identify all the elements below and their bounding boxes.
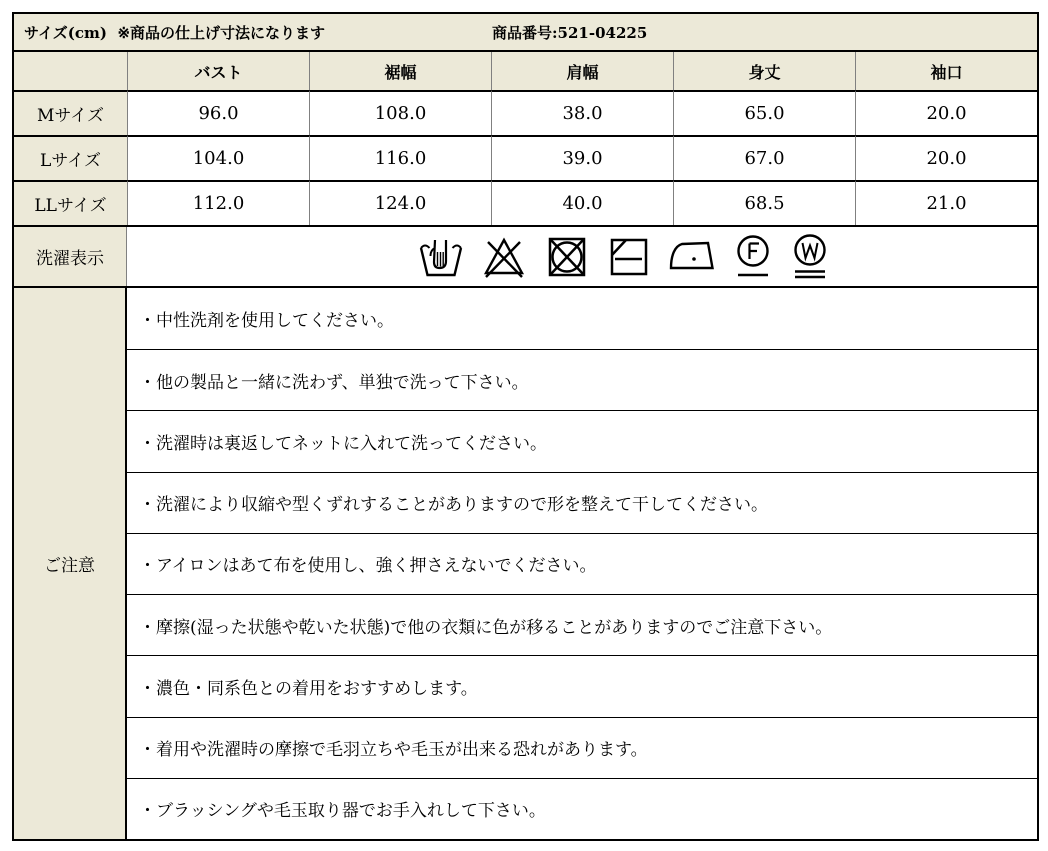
- care-row-label: 洗濯表示: [14, 227, 127, 286]
- ll-length-value: 68.5: [673, 180, 855, 225]
- size-table: [14, 52, 1037, 225]
- note-item-5: ・アイロンはあて布を使用し、強く押さえないでください。: [127, 533, 1037, 594]
- ll-shoulder-value: 40.0: [491, 180, 673, 225]
- m-shoulder-value: 38.0: [491, 90, 673, 135]
- size-unit-label: サイズ(cm) ※商品の仕上げ寸法になります: [24, 23, 326, 42]
- notes-label: ご注意: [14, 288, 127, 839]
- care-symbols: [169, 227, 1048, 286]
- row-label-ll-size: LLサイズ: [14, 180, 127, 225]
- l-cuff-value: 20.0: [855, 135, 1037, 180]
- care-symbols-row: [14, 225, 1037, 286]
- hand-wash-icon: [418, 235, 464, 279]
- table-title-row: [14, 14, 1037, 52]
- column-header-hem-width: 裾幅: [309, 52, 491, 90]
- note-item-8: ・着用や洗濯時の摩擦で毛羽立ちや毛玉が出来る恐れがあります。: [127, 717, 1037, 778]
- flat-dry-in-shade-icon: [607, 235, 651, 279]
- column-header-bust: バスト: [127, 52, 309, 90]
- wet-clean-W-very-gentle-icon: [790, 234, 830, 280]
- column-header-shoulder-width: 肩幅: [491, 52, 673, 90]
- product-number: 商品番号:521-04225: [492, 23, 648, 42]
- ll-cuff-value: 21.0: [855, 180, 1037, 225]
- notes-section: [14, 286, 1037, 839]
- l-hem-value: 116.0: [309, 135, 491, 180]
- ll-hem-value: 124.0: [309, 180, 491, 225]
- note-item-3: ・洗濯時は裏返してネットに入れて洗ってください。: [127, 410, 1037, 471]
- note-item-7: ・濃色・同系色との着用をおすすめします。: [127, 655, 1037, 716]
- m-length-value: 65.0: [673, 90, 855, 135]
- l-bust-value: 104.0: [127, 135, 309, 180]
- ll-bust-value: 112.0: [127, 180, 309, 225]
- do-not-bleach-icon: [481, 235, 527, 279]
- m-hem-value: 108.0: [309, 90, 491, 135]
- l-shoulder-value: 39.0: [491, 135, 673, 180]
- note-item-4: ・洗濯により収縮や型くずれすることがありますので形を整えて干してください。: [127, 472, 1037, 533]
- size-chart-table: [12, 12, 1039, 841]
- row-label-m-size: Mサイズ: [14, 90, 127, 135]
- note-item-9: ・ブラッシングや毛玉取り器でお手入れして下さい。: [127, 778, 1037, 839]
- note-item-2: ・他の製品と一緒に洗わず、単独で洗って下さい。: [127, 349, 1037, 410]
- column-header-body-length: 身丈: [673, 52, 855, 90]
- dry-clean-F-gentle-icon: [733, 234, 773, 280]
- do-not-tumble-dry-icon: [544, 235, 590, 279]
- m-cuff-value: 20.0: [855, 90, 1037, 135]
- note-item-1: ・中性洗剤を使用してください。: [127, 288, 1037, 349]
- m-bust-value: 96.0: [127, 90, 309, 135]
- corner-cell: [14, 52, 127, 90]
- row-label-l-size: Lサイズ: [14, 135, 127, 180]
- iron-low-heat-icon: [668, 235, 716, 279]
- column-header-cuff: 袖口: [855, 52, 1037, 90]
- l-length-value: 67.0: [673, 135, 855, 180]
- note-item-6: ・摩擦(湿った状態や乾いた状態)で他の衣類に色が移ることがありますのでご注意下さい。: [127, 594, 1037, 655]
